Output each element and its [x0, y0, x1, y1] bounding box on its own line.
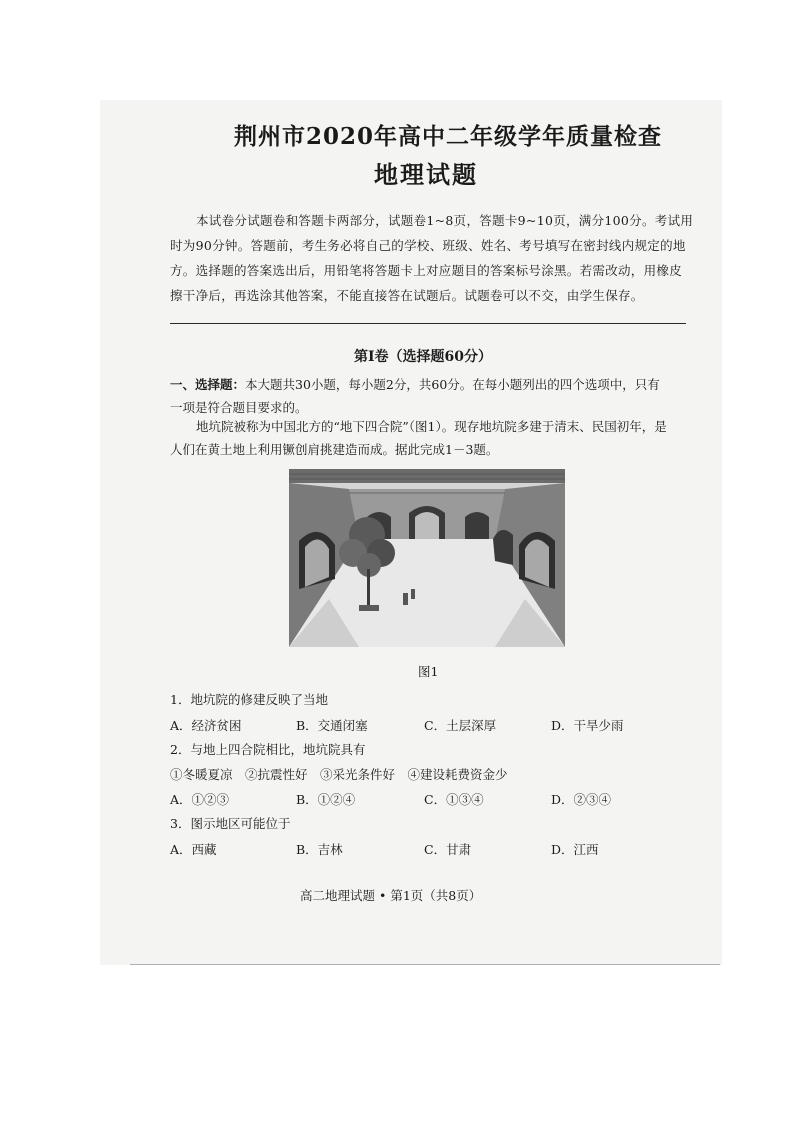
intro-line-2: 时为90分钟。答题前，考生务必将自己的学校、班级、姓名、考号填写在密封线内规定的地 — [170, 238, 686, 253]
q3-option-a: A．西藏 — [170, 842, 217, 857]
question-2-statements: ①冬暖夏凉 ②抗震性好 ③采光条件好 ④建设耗费资金少 — [170, 767, 508, 782]
section-heading: 第Ⅰ卷（选择题60分） — [354, 349, 493, 365]
question-1-stem: 1．地坑院的修建反映了当地 — [170, 692, 328, 707]
subject-title: 地理试题 — [374, 160, 478, 189]
instruction-text: 本大题共30小题，每小题2分，共60分。在每小题列出的四个选项中，只有 — [245, 377, 660, 392]
scan-edge-line — [130, 964, 720, 965]
passage-line-1: 地坑院被称为中国北方的“地下四合院”（图1）。现存地坑院多建于清末、民国初年，是 — [196, 419, 667, 434]
divider — [170, 323, 686, 324]
page-footer: 高二地理试题 • 第1页（共8页） — [300, 888, 482, 903]
q2-option-c: C．①③④ — [424, 792, 484, 807]
intro-line-3: 方。选择题的答案选出后，用铅笔将答题卡上对应题目的答案标号涂黑。若需改动，用橡皮 — [170, 263, 683, 278]
q3-option-c: C．甘肃 — [424, 842, 472, 857]
passage-line-2: 人们在黄土地上利用镢创肩挑建造而成。据此完成1－3题。 — [170, 442, 499, 457]
q3-option-b: B．吉林 — [296, 842, 343, 857]
question-2-stem: 2．与地上四合院相比，地坑院具有 — [170, 742, 366, 757]
instruction-label: 一、选择题： — [170, 377, 246, 392]
q1-option-d: D．干旱少雨 — [551, 718, 624, 733]
q2-option-a: A．①②③ — [170, 792, 230, 807]
q2-option-b: B．①②④ — [296, 792, 356, 807]
instruction-line-2: 一项是符合题目要求的。 — [170, 400, 308, 415]
q2-option-d: D．②③④ — [551, 792, 612, 807]
q1-option-b: B．交通闭塞 — [296, 718, 368, 733]
instruction-line-1 — [170, 372, 660, 397]
intro-line-1: 本试卷分试题卷和答题卡两部分，试题卷1~8页，答题卡9~10页，满分100分。考试用 — [196, 213, 694, 228]
q3-option-d: D．江西 — [551, 842, 599, 857]
exam-title: 荆州市2020年高中二年级学年质量检查 — [234, 123, 663, 150]
intro-line-4: 擦干净后，再选涂其他答案，不能直接答在试题后。试题卷可以不交，由学生保存。 — [170, 288, 644, 303]
q1-option-c: C．土层深厚 — [424, 718, 497, 733]
question-3-stem: 3．图示地区可能位于 — [170, 816, 291, 831]
courtyard-photo-icon — [289, 469, 565, 647]
figure-caption: 图1 — [418, 664, 439, 679]
q1-option-a: A．经济贫困 — [170, 718, 242, 733]
